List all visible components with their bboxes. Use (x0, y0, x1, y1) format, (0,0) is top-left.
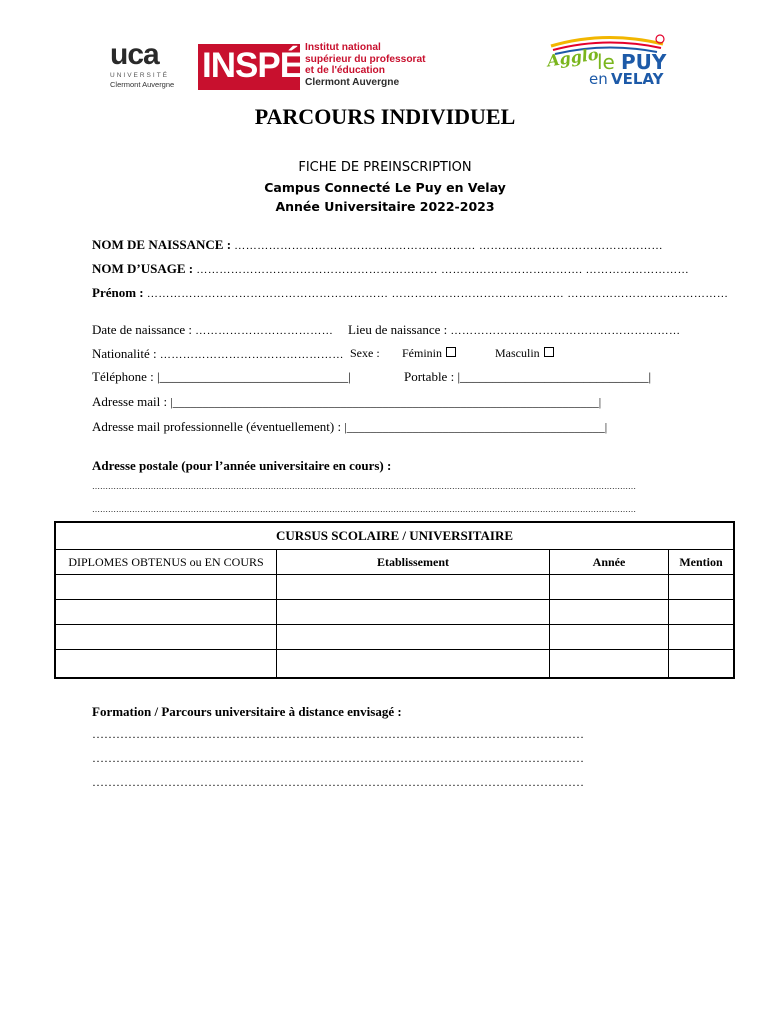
portable-line: |_____________________________| (457, 369, 652, 384)
portable-label: Portable : (404, 369, 455, 384)
field-nom-naissance[interactable] (92, 237, 663, 253)
header-mention: Mention (669, 550, 735, 575)
adresse-mail-pro-line: |___________________________________________| (344, 420, 608, 434)
formation-label: Formation / Parcours universitaire à distance envisagé : (92, 704, 402, 719)
page-title: PARCOURS INDIVIDUEL (254, 104, 516, 129)
cell-etablissement[interactable] (277, 650, 550, 679)
cell-mention[interactable] (669, 650, 735, 679)
subtitle-campus: Campus Connecté Le Puy en Velay (264, 180, 506, 195)
sexe-label: Sexe : (350, 346, 380, 360)
field-adresse-mail[interactable] (92, 394, 601, 410)
checkbox-feminin[interactable] (402, 346, 456, 361)
cell-diplome[interactable] (55, 575, 277, 600)
masculin-checkbox-icon[interactable] (544, 347, 554, 357)
nationalite-label: Nationalité : (92, 346, 157, 361)
table-row (55, 575, 734, 600)
lieu-naissance-label: Lieu de naissance : (348, 322, 448, 337)
nom-naissance-label: NOM DE NAISSANCE : (92, 237, 232, 252)
cell-etablissement[interactable] (277, 600, 550, 625)
cell-diplome[interactable] (55, 600, 277, 625)
cell-etablissement[interactable] (277, 625, 550, 650)
prenom-label: Prénom : (92, 285, 144, 300)
nationalite-dots: ………………………………………… (159, 349, 344, 361)
header-annee: Année (550, 550, 669, 575)
feminin-checkbox-icon[interactable] (446, 347, 456, 357)
adresse-mail-label: Adresse mail : (92, 394, 168, 409)
inspe-line-2: supérieur du professorat (305, 53, 426, 65)
inspe-logo (198, 42, 438, 92)
adresse-postale-line-2[interactable]: …………………………………………………………………………………………………………………………………………………………………………………… (92, 505, 636, 514)
table-row (55, 650, 734, 679)
uca-logo-letters: uca (110, 38, 159, 71)
cell-annee[interactable] (550, 650, 669, 679)
header-etablissement: Etablissement (277, 550, 550, 575)
masculin-label: Masculin (495, 346, 540, 360)
date-naissance-label: Date de naissance : (92, 322, 192, 337)
subtitle-fiche: FICHE DE PREINSCRIPTION (298, 160, 472, 175)
cursus-table-title: CURSUS SCOLAIRE / UNIVERSITAIRE (55, 522, 734, 550)
agglo-puy: PUY (621, 50, 667, 74)
uca-logo-line2: Clermont Auvergne (110, 80, 175, 89)
agglo-le: le (597, 50, 615, 74)
formation-line-2[interactable]: …………………………………………………………………………………………………………… (92, 751, 584, 765)
subtitle-annee: Année Universitaire 2022-2023 (275, 199, 495, 214)
adresse-postale-line-1[interactable]: …………………………………………………………………………………………………………………………………………………………………………………… (92, 482, 636, 491)
inspe-logo-text (305, 42, 426, 88)
prenom-dots: ……………………………………………………… ……………………………………… …………………………………… (146, 288, 729, 300)
formation-line-3[interactable]: …………………………………………………………………………………………………………… (92, 775, 584, 789)
uca-logo-line1: UNIVERSITÉ (110, 72, 170, 79)
cell-mention[interactable] (669, 600, 735, 625)
lieu-naissance-dots: …………………………………………………… (450, 325, 681, 337)
field-portable[interactable] (404, 369, 651, 385)
checkbox-masculin[interactable] (495, 346, 554, 361)
table-row (55, 625, 734, 650)
cell-diplome[interactable] (55, 625, 277, 650)
agglo-en: en (589, 70, 608, 88)
field-telephone[interactable] (92, 369, 351, 385)
feminin-label: Féminin (402, 346, 443, 360)
cell-annee[interactable] (550, 625, 669, 650)
adresse-postale-label: Adresse postale (pour l’année universitaire en cours) : (92, 458, 392, 473)
cell-mention[interactable] (669, 575, 735, 600)
inspe-logo-word: INSPÉ (202, 46, 303, 85)
cell-annee[interactable] (550, 575, 669, 600)
field-nationalite[interactable] (92, 346, 344, 362)
field-adresse-mail-pro[interactable] (92, 419, 607, 435)
cell-annee[interactable] (550, 600, 669, 625)
nom-usage-dots: ……………………………………………………… ………………………………. ……………………… (196, 264, 690, 276)
telephone-label: Téléphone : (92, 369, 154, 384)
inspe-line-3: et de l'éducation (305, 65, 385, 76)
formation-line-1[interactable]: …………………………………………………………………………………………………………… (92, 727, 584, 741)
field-lieu-naissance[interactable] (348, 322, 681, 338)
inspe-line-1: Institut national (305, 42, 381, 53)
field-nom-usage[interactable] (92, 261, 689, 277)
uca-logo (108, 40, 198, 92)
agglo-logo (545, 32, 675, 90)
cursus-table (54, 521, 735, 679)
cell-etablissement[interactable] (277, 575, 550, 600)
nom-naissance-dots: ……………………………………………………… ………………………………………… (234, 240, 664, 252)
nom-usage-label: NOM D’USAGE : (92, 261, 194, 276)
cell-mention[interactable] (669, 625, 735, 650)
header-diplomes: DIPLOMES OBTENUS ou EN COURS (55, 550, 277, 575)
inspe-line-4: Clermont Auvergne (305, 76, 400, 88)
date-naissance-dots: ……………………………… (195, 325, 334, 337)
adresse-mail-line: |_______________________________________________________________________| (170, 395, 602, 409)
field-prenom[interactable] (92, 285, 728, 301)
agglo-script: Agglo (545, 44, 600, 71)
cell-diplome[interactable] (55, 650, 277, 679)
telephone-line: |_____________________________| (156, 369, 351, 384)
agglo-velay: VELAY (611, 70, 664, 88)
field-date-naissance[interactable] (92, 322, 333, 338)
table-row (55, 600, 734, 625)
adresse-mail-pro-label: Adresse mail professionnelle (éventuellement) : (92, 419, 342, 434)
